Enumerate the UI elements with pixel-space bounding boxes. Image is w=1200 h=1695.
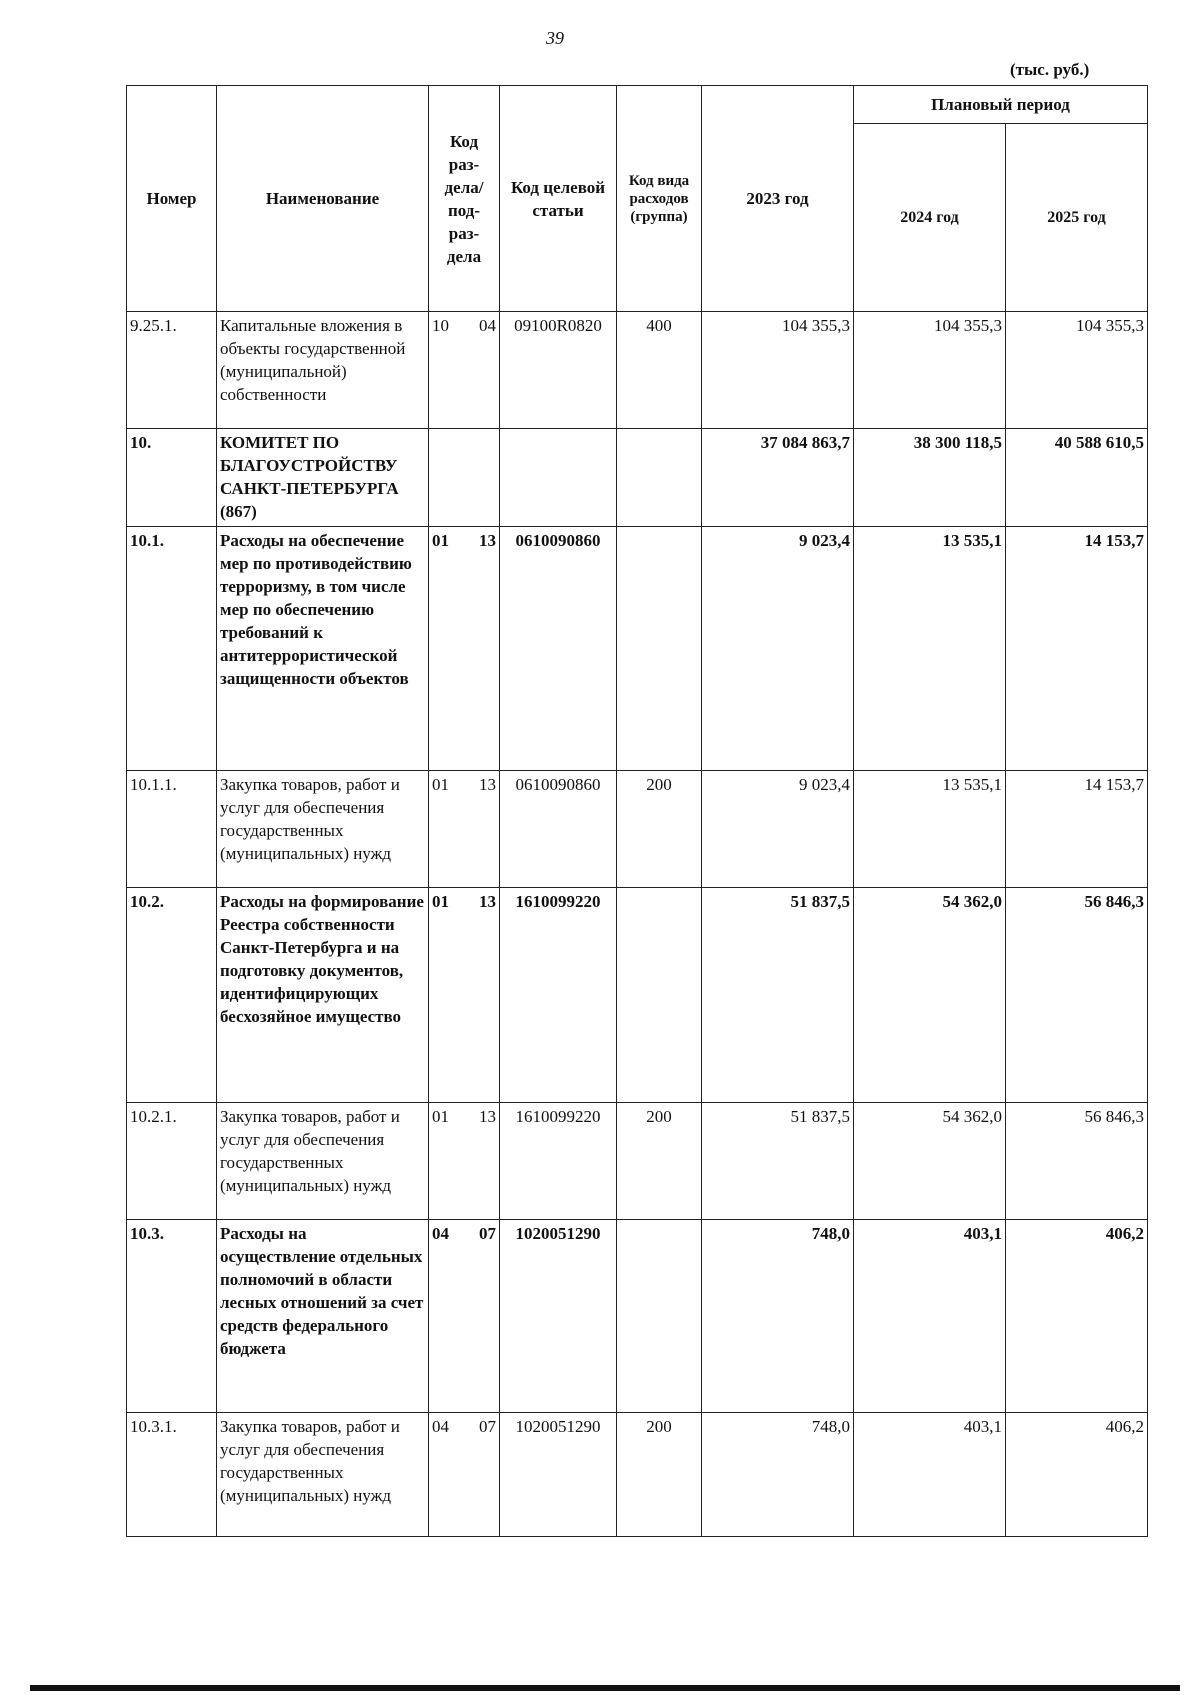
section-code-pair xyxy=(432,529,496,552)
row-section-code xyxy=(429,771,500,888)
row-expense-type: 200 xyxy=(617,1103,702,1220)
row-2023-value: 51 837,5 xyxy=(702,888,854,1103)
row-2023-value: 748,0 xyxy=(702,1220,854,1413)
row-target-code: 09100R0820 xyxy=(500,312,617,429)
header-target: Код целевой статьи xyxy=(500,86,617,312)
row-number: 10.3. xyxy=(127,1220,217,1413)
section-code-pair xyxy=(432,1415,496,1438)
table-row xyxy=(127,527,1148,771)
table-row xyxy=(127,1413,1148,1537)
section-code: 01 xyxy=(432,892,449,911)
row-2023-value: 9 023,4 xyxy=(702,527,854,771)
row-section-code xyxy=(429,1413,500,1537)
row-2023-value: 104 355,3 xyxy=(702,312,854,429)
bottom-rule xyxy=(30,1685,1180,1691)
row-target-code: 0610090860 xyxy=(500,527,617,771)
row-expense-type: 200 xyxy=(617,1413,702,1537)
row-name: Закупка товаров, работ и услуг для обеспечения государственных (муниципальных) нужд xyxy=(217,771,429,888)
section-code-pair xyxy=(432,314,496,337)
row-2025-value: 56 846,3 xyxy=(1006,1103,1148,1220)
table-row xyxy=(127,888,1148,1103)
row-target-code: 1610099220 xyxy=(500,888,617,1103)
row-expense-type: 400 xyxy=(617,312,702,429)
section-code-pair xyxy=(432,1105,496,1128)
row-number: 10.2.1. xyxy=(127,1103,217,1220)
row-number: 10.3.1. xyxy=(127,1413,217,1537)
table-row xyxy=(127,1103,1148,1220)
row-name: КОМИТЕТ ПО БЛАГОУСТРОЙСТВУ САНКТ-ПЕТЕРБУРГА (867) xyxy=(217,429,429,527)
row-2024-value: 54 362,0 xyxy=(854,1103,1006,1220)
row-number: 10.1. xyxy=(127,527,217,771)
row-2025-value: 14 153,7 xyxy=(1006,771,1148,888)
row-2024-value: 13 535,1 xyxy=(854,771,1006,888)
section-code: 10 xyxy=(432,316,449,335)
row-target-code: 1020051290 xyxy=(500,1220,617,1413)
row-name: Капитальные вложения в объекты государственной (муниципальной) собственности xyxy=(217,312,429,429)
row-expense-type xyxy=(617,888,702,1103)
header-2023: 2023 год xyxy=(702,86,854,312)
row-name: Закупка товаров, работ и услуг для обеспечения государственных (муниципальных) нужд xyxy=(217,1103,429,1220)
section-code: 04 xyxy=(432,1417,449,1436)
row-target-code: 1020051290 xyxy=(500,1413,617,1537)
section-code: 01 xyxy=(432,531,449,550)
section-code: 01 xyxy=(432,1107,449,1126)
row-expense-type xyxy=(617,1220,702,1413)
row-2023-value: 748,0 xyxy=(702,1413,854,1537)
row-expense-type: 200 xyxy=(617,771,702,888)
row-expense-type xyxy=(617,527,702,771)
row-section-code xyxy=(429,527,500,771)
table-row xyxy=(127,1220,1148,1413)
section-code-pair xyxy=(432,773,496,796)
section-code: 01 xyxy=(432,775,449,794)
row-section-code xyxy=(429,312,500,429)
row-section-code xyxy=(429,1103,500,1220)
header-2024: 2024 год xyxy=(854,124,1006,312)
row-target-code xyxy=(500,429,617,527)
subsection-code: 13 xyxy=(479,775,496,794)
row-name: Расходы на осуществление отдельных полномочий в области лесных отношений за счет средств федерального бюджета xyxy=(217,1220,429,1413)
row-2025-value: 406,2 xyxy=(1006,1413,1148,1537)
row-2024-value: 403,1 xyxy=(854,1413,1006,1537)
row-2025-value: 14 153,7 xyxy=(1006,527,1148,771)
row-target-code: 0610090860 xyxy=(500,771,617,888)
row-section-code xyxy=(429,1220,500,1413)
table-row xyxy=(127,429,1148,527)
subsection-code: 07 xyxy=(479,1224,496,1243)
row-2024-value: 38 300 118,5 xyxy=(854,429,1006,527)
header-planning-period: Плановый период xyxy=(854,86,1148,124)
row-expense-type xyxy=(617,429,702,527)
row-2025-value: 406,2 xyxy=(1006,1220,1148,1413)
row-2024-value: 13 535,1 xyxy=(854,527,1006,771)
section-code-pair xyxy=(432,890,496,913)
row-number: 10.1.1. xyxy=(127,771,217,888)
row-2023-value: 37 084 863,7 xyxy=(702,429,854,527)
row-name: Расходы на обеспечение мер по противодействию терроризму, в том числе мер по обеспечению требований к антитеррористической защищенности объектов xyxy=(217,527,429,771)
row-2024-value: 54 362,0 xyxy=(854,888,1006,1103)
header-section: Код раз-дела/ под-раз-дела xyxy=(429,86,500,312)
row-name: Закупка товаров, работ и услуг для обеспечения государственных (муниципальных) нужд xyxy=(217,1413,429,1537)
row-section-code xyxy=(429,888,500,1103)
unit-label: (тыс. руб.) xyxy=(1010,60,1090,79)
page-number: 39 xyxy=(546,28,564,48)
header-2025: 2025 год xyxy=(1006,124,1148,312)
budget-table xyxy=(126,85,1148,1537)
subsection-code: 13 xyxy=(479,892,496,911)
row-2025-value: 40 588 610,5 xyxy=(1006,429,1148,527)
section-code-pair xyxy=(432,1222,496,1245)
row-name: Расходы на формирование Реестра собственности Санкт-Петербурга и на подготовку документов, идентифицирующих бесхозяйное имущество xyxy=(217,888,429,1103)
row-2025-value: 104 355,3 xyxy=(1006,312,1148,429)
row-number: 9.25.1. xyxy=(127,312,217,429)
row-2025-value: 56 846,3 xyxy=(1006,888,1148,1103)
header-expense-type: Код вида расходов (группа) xyxy=(617,86,702,312)
row-2024-value: 104 355,3 xyxy=(854,312,1006,429)
row-target-code: 1610099220 xyxy=(500,1103,617,1220)
table-row xyxy=(127,312,1148,429)
row-2023-value: 9 023,4 xyxy=(702,771,854,888)
subsection-code: 13 xyxy=(479,1107,496,1126)
subsection-code: 13 xyxy=(479,531,496,550)
section-code: 04 xyxy=(432,1224,449,1243)
subsection-code: 07 xyxy=(479,1417,496,1436)
row-section-code xyxy=(429,429,500,527)
row-number: 10.2. xyxy=(127,888,217,1103)
header-name: Наименование xyxy=(217,86,429,312)
row-2023-value: 51 837,5 xyxy=(702,1103,854,1220)
subsection-code: 04 xyxy=(479,316,496,335)
row-2024-value: 403,1 xyxy=(854,1220,1006,1413)
row-number: 10. xyxy=(127,429,217,527)
header-number: Номер xyxy=(127,86,217,312)
table-row xyxy=(127,771,1148,888)
